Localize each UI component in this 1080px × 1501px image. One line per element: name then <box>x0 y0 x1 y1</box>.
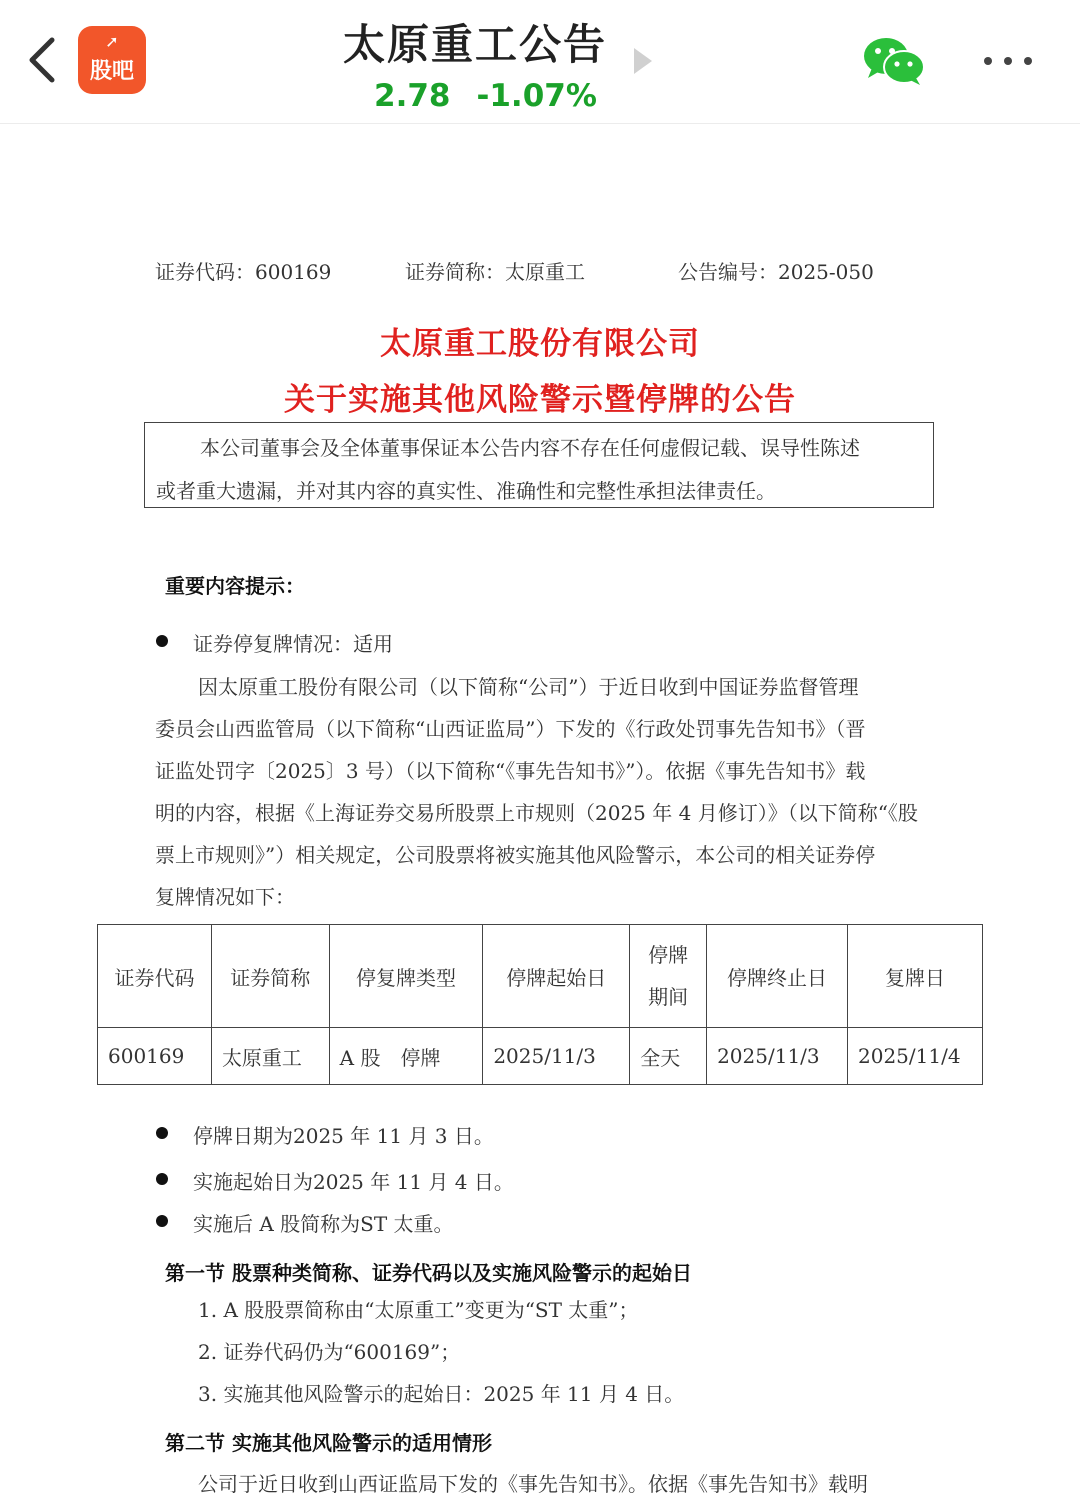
table-header-cell: 复牌日 <box>848 925 983 1028</box>
stock-price: 2.78 <box>374 78 451 114</box>
table-row <box>98 1028 983 1085</box>
bullet-item: 实施后 A 股简称为ST 太重。 <box>193 1212 454 1236</box>
table-cell: 太原重工 <box>211 1028 329 1085</box>
paragraph-line: 因太原重工股份有限公司（以下简称“公司”）于近日收到中国证券监督管理 <box>198 675 859 699</box>
table-header-row <box>98 925 983 1028</box>
table-cell: 2025/11/4 <box>848 1028 983 1085</box>
app-logo-label: 股吧 <box>89 59 134 84</box>
paragraph-line: 明的内容，根据《上海证券交易所股票上市规则（2025 年 4 月修订）》（以下简称“《股 <box>155 801 918 825</box>
section2-paragraph-line: 公司于近日收到山西证监局下发的《事先告知书》。依据《事先告知书》载明 <box>198 1472 868 1496</box>
guba-app-logo[interactable] <box>78 26 146 94</box>
stock-change: -1.07% <box>476 78 597 114</box>
play-triangle-icon[interactable] <box>634 48 652 74</box>
stock-quote <box>374 78 597 114</box>
back-arrow-icon[interactable] <box>22 30 62 90</box>
statement-line: 或者重大遗漏，并对其内容的真实性、准确性和完整性承担法律责任。 <box>156 479 776 503</box>
more-options-icon[interactable] <box>982 52 1034 70</box>
security-short-name: 证券简称：太原重工 <box>405 260 585 284</box>
document-title-line1: 太原重工股份有限公司 <box>380 326 700 362</box>
table-cell: 2025/11/3 <box>483 1028 630 1085</box>
table-cell: 600169 <box>98 1028 212 1085</box>
paragraph-line: 复牌情况如下： <box>155 885 295 909</box>
bullet-item: 停牌日期为2025 年 11 月 3 日。 <box>193 1124 494 1148</box>
table-header-cell: 停牌终止日 <box>707 925 848 1028</box>
security-code: 证券代码：600169 <box>155 260 332 284</box>
suspension-table <box>97 924 983 1085</box>
paragraph-line: 票上市规则》”）相关规定，公司股票将被实施其他风险警示，本公司的相关证券停 <box>155 843 876 867</box>
table-cell: 全天 <box>630 1028 707 1085</box>
bullet-dot <box>156 635 168 647</box>
table-header-cell: 停复牌类型 <box>329 925 483 1028</box>
header-text: 期间 <box>648 985 689 1009</box>
section1-item: 1. A 股股票简称由“太原重工”变更为“ST 太重”； <box>198 1298 639 1322</box>
bullet-dot <box>156 1127 168 1139</box>
highlights-heading: 重要内容提示： <box>165 574 305 598</box>
header-text: 停牌 <box>648 943 689 967</box>
bullet-dot <box>156 1173 168 1185</box>
table-cell: A 股 停牌 <box>329 1028 483 1085</box>
bullet-dot <box>156 1215 168 1227</box>
section2-heading: 第二节 实施其他风险警示的适用情形 <box>165 1431 492 1455</box>
notice-number: 公告编号：2025-050 <box>678 260 874 284</box>
document-title-line2: 关于实施其他风险警示暨停牌的公告 <box>284 382 796 418</box>
paper-plane-icon: ➚ <box>105 32 119 51</box>
section1-item: 2. 证券代码仍为“600169”； <box>198 1340 461 1364</box>
table-cell: 2025/11/3 <box>707 1028 848 1085</box>
table-header-cell: 停牌起始日 <box>483 925 630 1028</box>
wechat-share-icon[interactable] <box>862 36 926 86</box>
paragraph-line: 委员会山西监管局（以下简称“山西证监局”）下发的《行政处罚事先告知书》（晋 <box>155 717 866 741</box>
section1-item: 3. 实施其他风险警示的起始日：2025 年 11 月 4 日。 <box>198 1382 685 1406</box>
section1-heading: 第一节 股票种类简称、证券代码以及实施风险警示的起始日 <box>165 1261 692 1285</box>
top-bar <box>0 0 1080 124</box>
table-header-cell: 证券代码 <box>98 925 212 1028</box>
statement-line: 本公司董事会及全体董事保证本公告内容不存在任何虚假记载、误导性陈述 <box>200 436 860 460</box>
page-title: 太原重工公告 <box>342 20 607 69</box>
paragraph-line: 证监处罚字〔2025〕3 号）（以下简称“《事先告知书》”）。依据《事先告知书》载 <box>155 759 866 783</box>
table-header-cell <box>630 925 707 1028</box>
table-header-cell: 证券简称 <box>211 925 329 1028</box>
bullet-item: 实施起始日为2025 年 11 月 4 日。 <box>193 1170 514 1194</box>
bullet-suspension-status: 证券停复牌情况：适用 <box>193 632 393 656</box>
